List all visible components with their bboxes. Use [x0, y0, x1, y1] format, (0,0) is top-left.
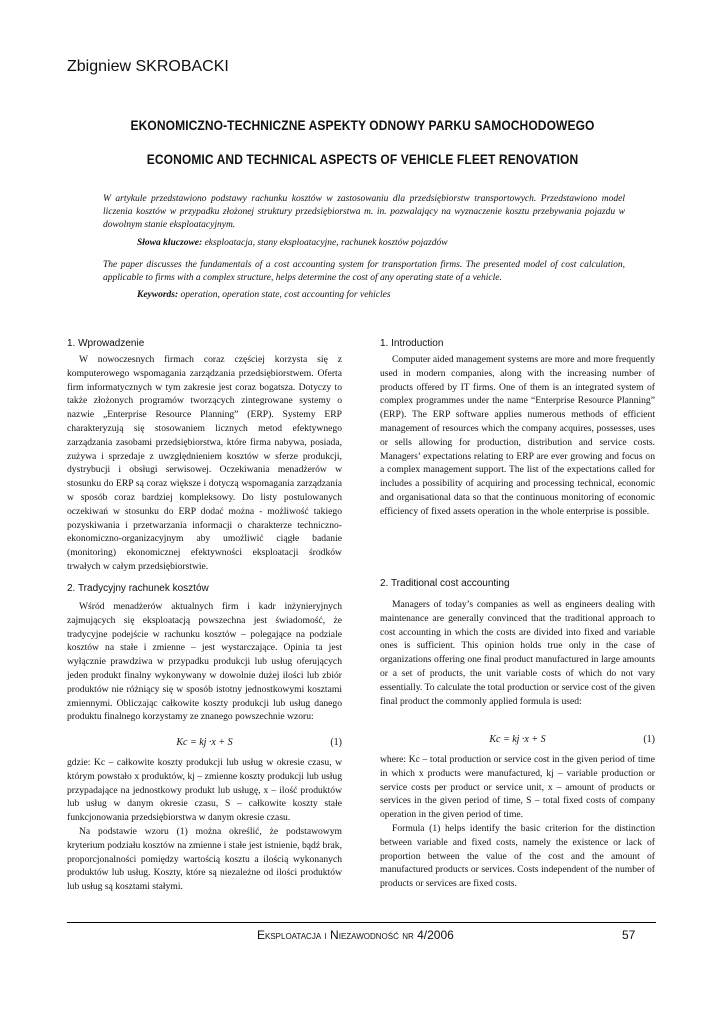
- formula-expression: Kc = kj ·x + S: [176, 737, 233, 748]
- journal-footer: Eksploatacja i Niezawodność nr 4/2006: [257, 928, 454, 942]
- formula-expression: Kc = kj ·x + S: [489, 734, 546, 745]
- heading-wprowadzenie: 1. Wprowadzenie: [67, 338, 145, 349]
- paragraph: Managers of today’s companies as well as engineers dealing with maintenance are generally convinced that the traditional approach to cost accounting in which the costs are divided into fixed and variable ones is sufficient. This opinion holds true only in the case of organizations offering one final product manufactured in large amounts or a set of products, the unit variable costs of which do not vary essentially. To calculate the total production or service cost of the given final product the commonly applied formula is used:: [380, 599, 655, 707]
- paragraph: where: Kc – total production or service cost in the given period of time in which x products were manufactured, kj – variable production or service costs per product or service unit, x – amount of products or services in the given period of time, S – total fixed costs of company operation in the given period of time.: [380, 754, 655, 821]
- author-name: Zbigniew SKROBACKI: [67, 58, 229, 75]
- abstract-english: The paper discusses the fundamentals of a cost accounting system for transportation firms. The presented model of cost calculation, applicable to firms with a complex structure, helps determine the cost of any operating state of a vehicle.: [103, 260, 625, 283]
- abstract-polish: W artykule przedstawiono podstawy rachunku kosztów w zastosowaniu dla przedsiębiorstw transportowych. Przedstawiono model liczenia kosztów w przypadku złożonej struktury przedsiębiorstwa m. in. pozwalający na wyznaczenie kosztu przebywania pojazdu w dowolnym stanie eksploatacyjnym.: [103, 194, 625, 230]
- keywords-polish-text: eksploatacja, stany eksploatacyjne, rachunek kosztów pojazdów: [202, 238, 448, 248]
- keywords-english-text: operation, operation state, cost accounting for vehicles: [178, 290, 391, 300]
- formula-right: [380, 734, 655, 748]
- formula-number: (1): [643, 734, 655, 745]
- page-number: 57: [622, 928, 636, 942]
- formula-left: [67, 737, 342, 751]
- heading-introduction: 1. Introduction: [380, 338, 444, 349]
- footer-rule: [67, 922, 656, 923]
- keywords-english-label: Keywords:: [137, 290, 179, 300]
- paragraph: W nowoczesnych firmach coraz częściej korzysta się z komputerowego wspomagania zarządzania przedsiębiorstwem. Oferta firm informatycznych w tym zakresie jest coraz bogatsza. Dotyczy to także złożonych programów tworzących zintegrowane systemy o nazwie „Enterprise Resource Planning” (ERP). Systemy ERP charakteryzują się stosowaniem licznych metod efektywnego zarządzania zasobami przedsiębiorstwa, które firma nabywa, posiada, zużywa i sprzedaje z uwzględnieniem kosztów w sferze produkcji, dystrybucji i obsługi serwisowej. Oczekiwania menadżerów w stosunku do ERP są coraz większe i dotyczą wspomagania zarządzania w sposób coraz bardziej kompleksowy. Do listy postulowanych oczekiwań w stosunku do ERP dodać można - możliwość takiego pozyskiwania i przetwarzania informacji o charakterze techniczno-ekonomiczno-organizacyjnym aby umożliwić ciągłe badanie (monitoring) ekonomicznej efektywności eksploatacji środków trwałych w całym przedsiębiorstwie.: [67, 354, 342, 572]
- keywords-polish: [137, 237, 448, 250]
- right-column-where: [380, 753, 655, 891]
- heading-tradycyjny: 2. Tradycyjny rachunek kosztów: [67, 583, 209, 594]
- keywords-english: [137, 289, 391, 302]
- right-column-intro: [380, 353, 655, 519]
- title-english: ECONOMIC AND TECHNICAL ASPECTS OF VEHICLE FLEET RENOVATION: [146, 151, 579, 167]
- right-column-traditional: [380, 598, 655, 708]
- left-column-intro: [67, 353, 342, 574]
- left-column-where: [67, 756, 342, 894]
- paragraph: gdzie: Kc – całkowite koszty produkcji lub usług w okresie czasu, w którym powstało x produktów, kj – zmienne koszty produkcji lub usług przypadające na jednostkowy produkt lub usługę, x – ilość produktów lub usług w danym okresie czasu, S – całkowite koszty stałe funkcjonowania przedsiębiorstwa w danym okresie czasu.: [67, 757, 342, 824]
- paragraph: Wśród menadżerów aktualnych firm i kadr inżynieryjnych zajmujących się eksploatacją powszechna jest świadomość, że tradycyjne podejście w rachunku kosztów – polegające na podziale kosztów na stałe i zmienne – jest wystarczające. Opinia ta jest wyłącznie prawdziwa w przypadku produkcji lub usług oferujących jeden produkt finalny wykonywany w dowolnie dużej ilości lub zbiór produktów nie różniący się w sposób istotny jednostkowymi kosztami zmiennymi. Obliczając całkowite koszty produkcji lub usług danego produktu finalnego korzystamy ze znanego powszechnie wzoru:: [67, 601, 342, 723]
- paragraph: Formula (1) helps identify the basic criterion for the distinction between variable and fixed costs, namely the existence or lack of proportion between the value of the cost and the amount of manufactured products or services. Costs independent of the number of products or services are fixed costs.: [380, 822, 655, 890]
- paragraph: Na podstawie wzoru (1) można określić, że podstawowym kryterium podziału kosztów na zmienne i stałe jest istnienie, bądź brak, proporcjonalności pomiędzy wartością kosztu a ilością wykonanych produktów lub usług. Koszty, które są niezależne od ilości produktów lub usług są kosztami stałymi.: [67, 825, 342, 893]
- heading-traditional: 2. Traditional cost accounting: [380, 578, 510, 589]
- keywords-polish-label: Słowa kluczowe:: [137, 238, 203, 248]
- left-column-traditional: [67, 600, 342, 724]
- formula-number: (1): [330, 737, 342, 748]
- paragraph: Computer aided management systems are more and more frequently used in modern companies, along with the increasing number of products offered by IT firms. One of them is an integrated system of complex programmes under the name “Enterprise Resource Planning” (ERP). The ERP software applies numerous methods of efficient management of resources which the company acquires, possesses, uses or sells allowing for production, distribution and service costs. Managers’ expectations relating to ERP are ever growing and focus on a complex management support. The list of the expectations called for includes a possibility of acquiring and processing technical, economic and organisational data so that the continuous monitoring of economic efficiency of fixed assets operation in the whole enterprise is possible.: [380, 354, 655, 517]
- title-polish: EKONOMICZNO-TECHNICZNE ASPEKTY ODNOWY PARKU SAMOCHODOWEGO: [130, 117, 595, 133]
